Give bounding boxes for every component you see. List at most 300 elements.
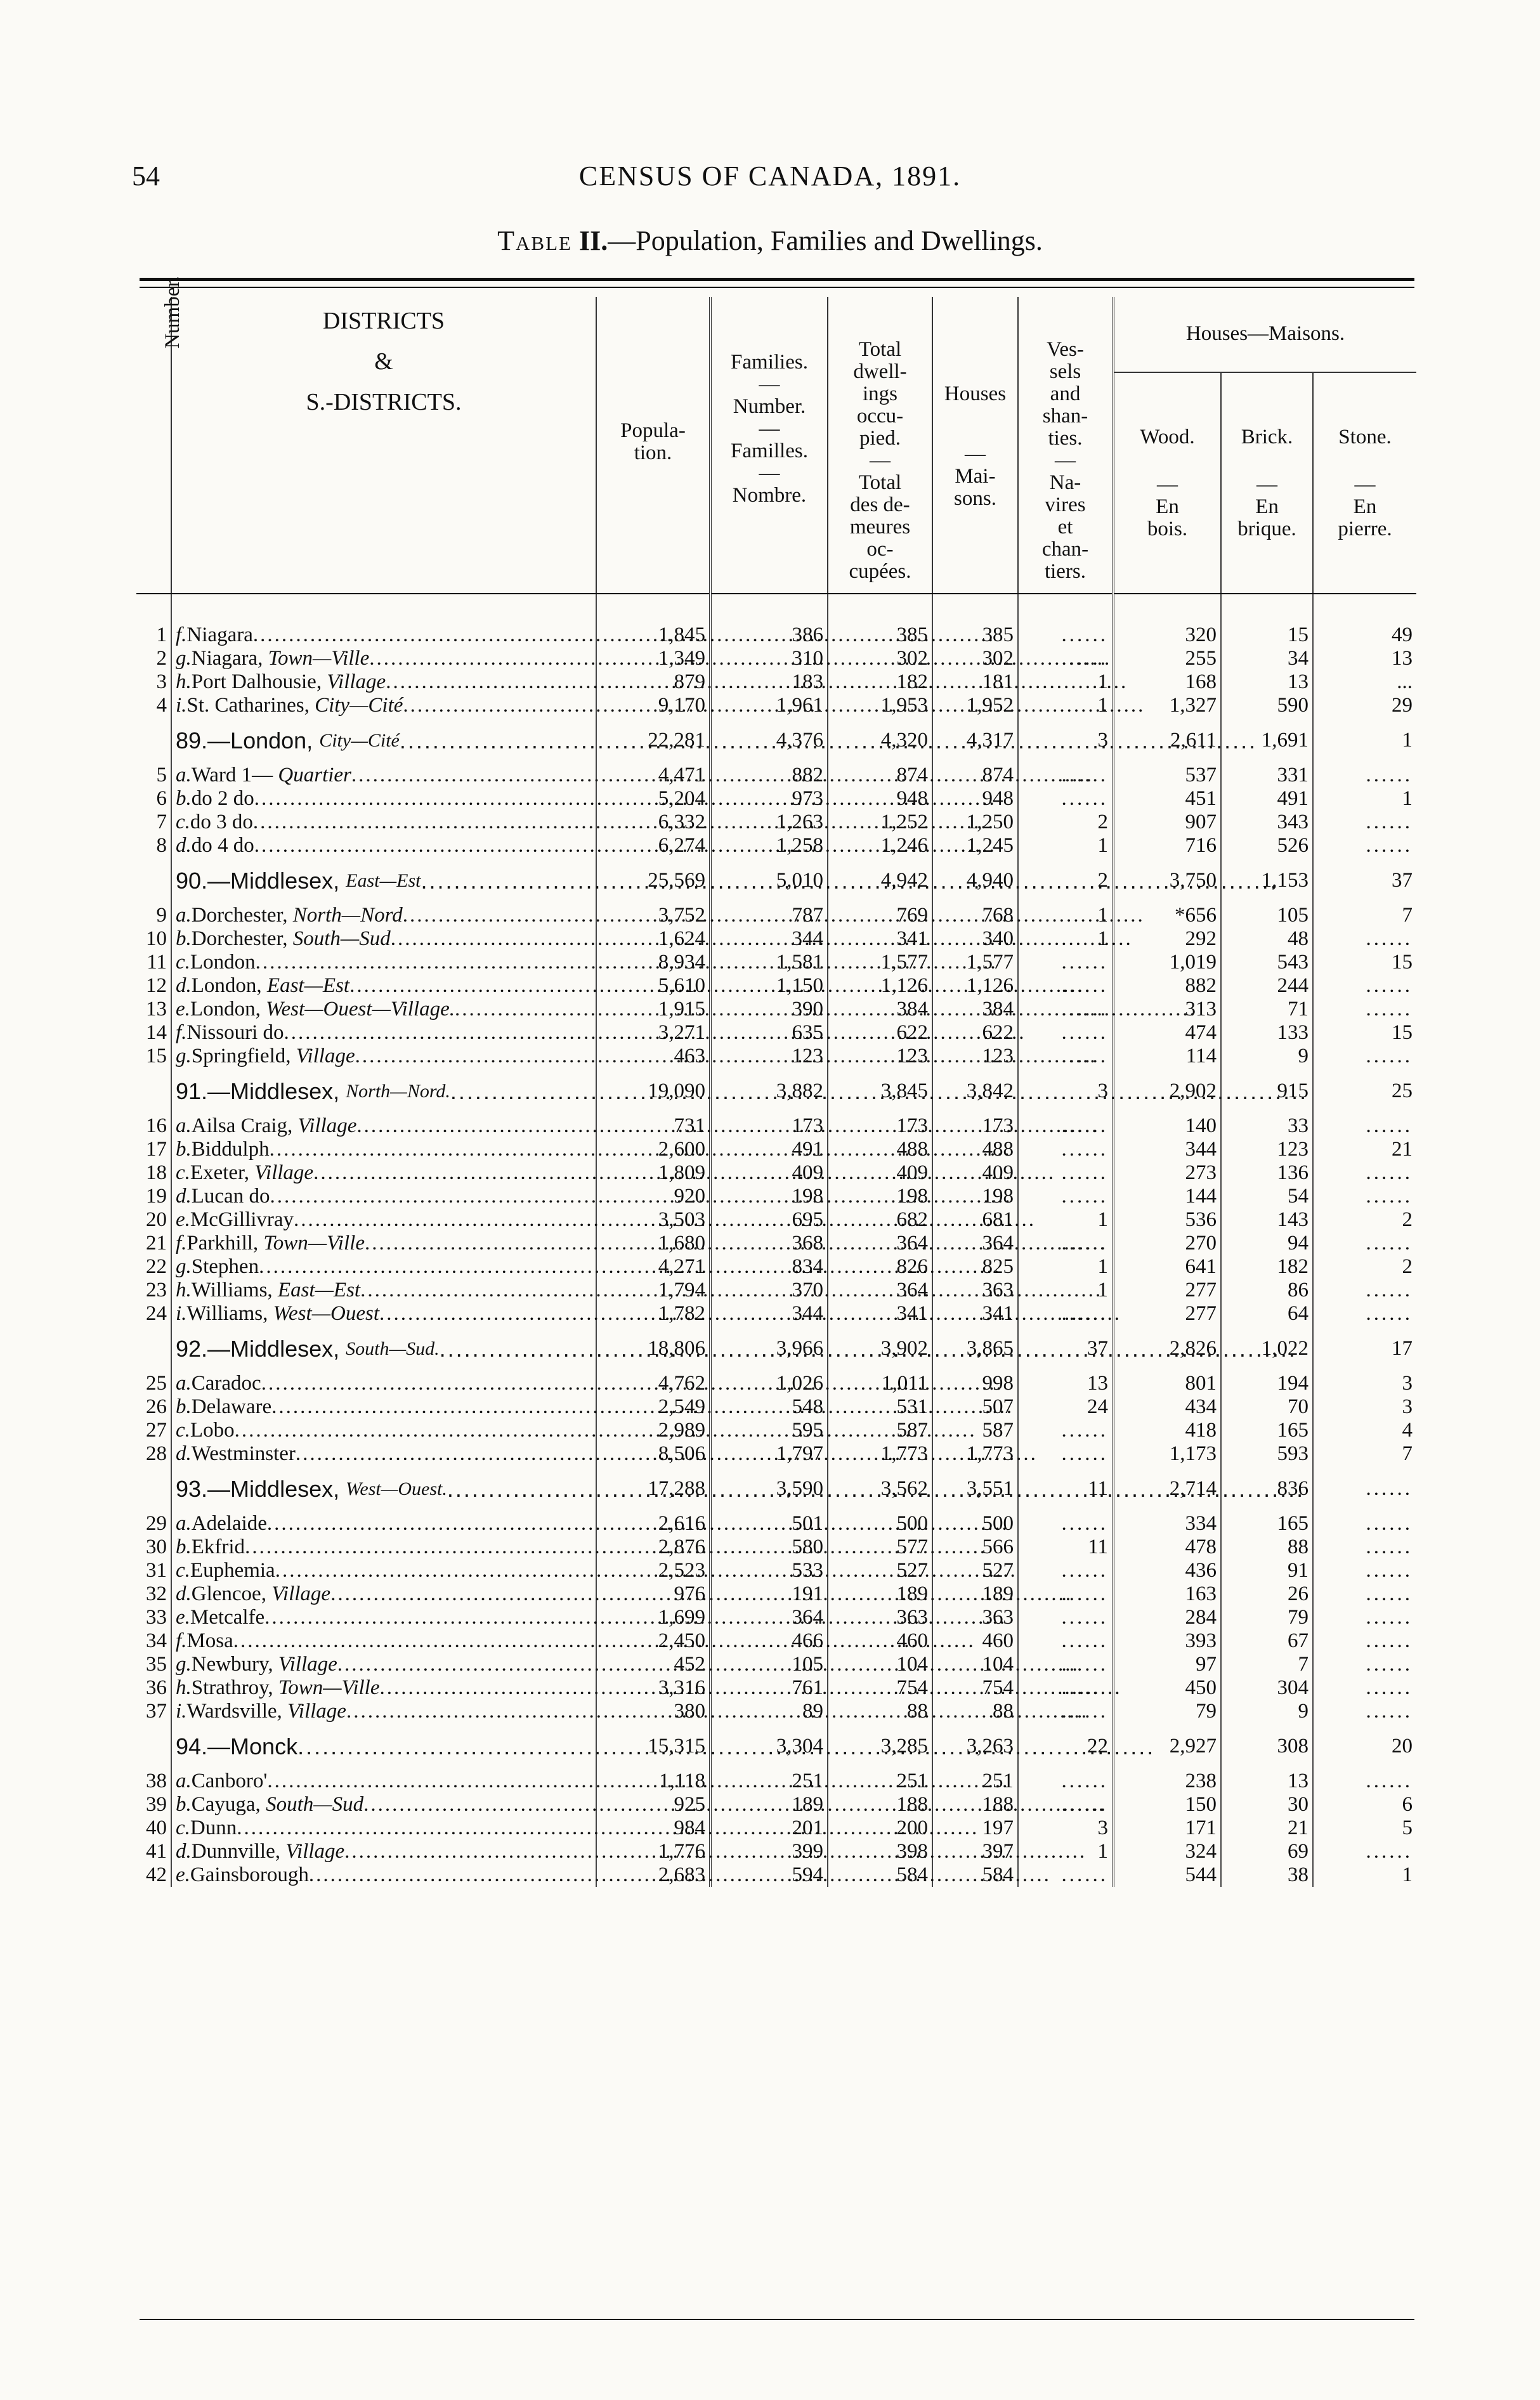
place-name: Niagara, xyxy=(191,647,263,670)
cell-hou: 3,865 xyxy=(932,1326,1018,1372)
cell-brick: 21 xyxy=(1221,1816,1313,1840)
subdistrict-letter: b. xyxy=(176,1395,192,1418)
cell-dw: 460 xyxy=(828,1629,932,1653)
cell-pop: 6,332 xyxy=(596,811,710,834)
cell-dw: 500 xyxy=(828,1512,932,1536)
place-name: do 4 do xyxy=(191,834,254,857)
cell-brick: 123 xyxy=(1221,1138,1313,1161)
cell-brick: 331 xyxy=(1221,764,1313,787)
subdistrict-name xyxy=(171,1232,596,1255)
subdistrict-name xyxy=(171,647,596,670)
cell-dw: 682 xyxy=(828,1208,932,1232)
place-name: do 3 do xyxy=(190,811,253,833)
cell-dw: 1,246 xyxy=(828,834,932,858)
cell-wood: 451 xyxy=(1113,787,1221,811)
subdistrict-row xyxy=(136,1395,1416,1419)
cell-brick: 915 xyxy=(1221,1068,1313,1114)
row-number xyxy=(136,1466,171,1512)
dwellings-header: Total dwell- ings occu- pied. — Total des de- meures oc- cupées. xyxy=(828,297,932,594)
row-number: 7 xyxy=(156,811,167,833)
cell-wood: 537 xyxy=(1113,764,1221,787)
caption-prefix: Table xyxy=(497,225,572,256)
wood-header: Wood. — En bois. xyxy=(1113,372,1221,594)
cell-hou: 384 xyxy=(932,998,1018,1021)
leader-dots xyxy=(386,670,1128,694)
row-number: 1 xyxy=(156,623,167,646)
cell-brick: 491 xyxy=(1221,787,1313,811)
cell-stone xyxy=(1313,1536,1416,1559)
subdistrict-letter: c. xyxy=(176,1419,190,1442)
place-type: North—Nord xyxy=(292,904,403,927)
district-name xyxy=(171,1466,596,1512)
cell-ves: 1 xyxy=(1018,1840,1113,1863)
subdistrict-name xyxy=(171,974,596,998)
subdistrict-row xyxy=(136,1302,1416,1326)
cell-dw: 1,953 xyxy=(828,694,932,717)
cell-hou: 566 xyxy=(932,1536,1018,1559)
row-number: 17 xyxy=(146,1138,167,1161)
subdistrict-name xyxy=(171,1114,596,1138)
subdistrict-letter: f. xyxy=(176,623,187,646)
cell-hou: 409 xyxy=(932,1161,1018,1185)
cell-wood: 79 xyxy=(1113,1700,1221,1723)
place-name: St. Catharines, xyxy=(186,694,310,717)
cell-wood: 273 xyxy=(1113,1161,1221,1185)
subdistrict-row xyxy=(136,787,1416,811)
row-number: 25 xyxy=(146,1372,167,1395)
row-number: 26 xyxy=(146,1395,167,1418)
number-header: Number. xyxy=(136,297,171,594)
leader-dots xyxy=(237,1816,979,1840)
subdistrict-row xyxy=(136,1279,1416,1302)
subdistrict-row xyxy=(136,1559,1416,1582)
cell-dw: 622 xyxy=(828,1021,932,1045)
row-number: 3 xyxy=(156,670,167,693)
cell-pop: 4,762 xyxy=(596,1372,710,1395)
place-name: Delaware xyxy=(191,1395,272,1418)
cell-wood: 393 xyxy=(1113,1629,1221,1653)
subdistrict-letter: d. xyxy=(176,1840,192,1863)
cell-pop: 4,271 xyxy=(596,1255,710,1279)
subdistrict-letter: g. xyxy=(176,1045,192,1067)
row-number: 18 xyxy=(146,1161,167,1184)
subdistrict-letter: a. xyxy=(176,1114,192,1137)
cell-stone xyxy=(1313,1629,1416,1653)
subdistrict-row xyxy=(136,1419,1416,1442)
district-name xyxy=(171,717,596,764)
cell-brick: 133 xyxy=(1221,1021,1313,1045)
subdistrict-letter: e. xyxy=(176,1606,190,1629)
cell-stone xyxy=(1313,1840,1416,1863)
subdistrict-name xyxy=(171,1442,596,1466)
cell-ves: 1 xyxy=(1018,1255,1113,1279)
cell-hou: 385 xyxy=(932,594,1018,647)
cell-hou: 500 xyxy=(932,1512,1018,1536)
cell-pop: 1,794 xyxy=(596,1279,710,1302)
cell-ves: 11 xyxy=(1018,1536,1113,1559)
place-type: Village xyxy=(296,1045,355,1067)
row-number: 9 xyxy=(156,904,167,927)
top-rule-thin xyxy=(140,287,1414,288)
cell-brick: 7 xyxy=(1221,1653,1313,1676)
cell-wood: 544 xyxy=(1113,1863,1221,1887)
cell-stone xyxy=(1313,1559,1416,1582)
cell-wood: 324 xyxy=(1113,1840,1221,1863)
cell-wood: 641 xyxy=(1113,1255,1221,1279)
cell-hou: 173 xyxy=(932,1114,1018,1138)
cell-hou: 1,126 xyxy=(932,974,1018,998)
cell-ves xyxy=(1018,1021,1113,1045)
cell-brick: 9 xyxy=(1221,1045,1313,1068)
cell-stone xyxy=(1313,1045,1416,1068)
cell-brick: 1,691 xyxy=(1221,717,1313,764)
cell-hou: 825 xyxy=(932,1255,1018,1279)
cell-dw: 123 xyxy=(828,1045,932,1068)
cell-stone: 1 xyxy=(1313,717,1416,764)
subdistrict-row xyxy=(136,764,1416,787)
place-name: —Middlesex, xyxy=(207,1476,340,1502)
subdistrict-row xyxy=(136,1840,1416,1863)
district-row xyxy=(136,1466,1416,1512)
subdistrict-row xyxy=(136,1021,1416,1045)
cell-fam: 1,026 xyxy=(710,1372,828,1395)
row-number: 5 xyxy=(156,764,167,786)
cell-hou: 181 xyxy=(932,670,1018,694)
cell-dw: 88 xyxy=(828,1700,932,1723)
cell-ves xyxy=(1018,1185,1113,1208)
cell-dw: 754 xyxy=(828,1676,932,1700)
running-title: CENSUS OF CANADA, 1891. xyxy=(578,160,962,192)
place-name: Parkhill, xyxy=(186,1232,259,1255)
cell-fam: 635 xyxy=(710,1021,828,1045)
cell-stone xyxy=(1313,1582,1416,1606)
cell-brick: 94 xyxy=(1221,1232,1313,1255)
cell-wood: 344 xyxy=(1113,1138,1221,1161)
cell-fam: 973 xyxy=(710,787,828,811)
cell-stone: 29 xyxy=(1313,694,1416,717)
district-row xyxy=(136,717,1416,764)
place-name: Adelaide xyxy=(191,1512,267,1535)
cell-hou: 1,577 xyxy=(932,951,1018,974)
subdistrict-letter: e. xyxy=(176,1863,190,1886)
cell-pop: 4,471 xyxy=(596,764,710,787)
cell-wood: 284 xyxy=(1113,1606,1221,1629)
subdistrict-letter: c. xyxy=(176,811,190,833)
cell-brick: 48 xyxy=(1221,927,1313,951)
subdistrict-row xyxy=(136,1606,1416,1629)
cell-hou: 1,245 xyxy=(932,834,1018,858)
cell-hou: 584 xyxy=(932,1863,1018,1887)
cell-fam: 466 xyxy=(710,1629,828,1653)
place-name: Metcalfe xyxy=(190,1606,265,1629)
cell-fam: 364 xyxy=(710,1606,828,1629)
cell-pop: 2,549 xyxy=(596,1395,710,1419)
place-name: McGillivray xyxy=(190,1208,294,1231)
cell-wood: 907 xyxy=(1113,811,1221,834)
subdistrict-letter: b. xyxy=(176,1793,192,1816)
cell-ves xyxy=(1018,1559,1113,1582)
place-name: Biddulph xyxy=(191,1138,270,1161)
row-number: 6 xyxy=(156,787,167,810)
subdistrict-row xyxy=(136,647,1416,670)
cell-hou: 363 xyxy=(932,1279,1018,1302)
bottom-rule xyxy=(140,2319,1414,2320)
cell-wood: 2,826 xyxy=(1113,1326,1221,1372)
cell-stone xyxy=(1313,1114,1416,1138)
subdistrict-name xyxy=(171,1419,596,1442)
cell-wood: 334 xyxy=(1113,1512,1221,1536)
cell-fam: 191 xyxy=(710,1582,828,1606)
cell-ves: 11 xyxy=(1018,1466,1113,1512)
cell-dw: 385 xyxy=(828,594,932,647)
subdistrict-row xyxy=(136,927,1416,951)
cell-ves xyxy=(1018,1629,1113,1653)
row-number xyxy=(136,1723,171,1770)
place-type: Town—Ville xyxy=(268,647,370,670)
subdistrict-row xyxy=(136,694,1416,717)
leader-dots xyxy=(297,1735,1155,1758)
cell-pop: 925 xyxy=(596,1793,710,1816)
row-number xyxy=(136,717,171,764)
place-name: Williams, xyxy=(191,1279,273,1301)
cell-dw: 364 xyxy=(828,1279,932,1302)
subdistrict-letter: a. xyxy=(176,904,192,927)
cell-ves: 1 xyxy=(1018,694,1113,717)
subdistrict-letter: g. xyxy=(176,647,192,670)
place-name: do 2 do xyxy=(191,787,254,810)
subdistrict-row xyxy=(136,1676,1416,1700)
place-type: City—Cité xyxy=(319,730,400,751)
subdistrict-name xyxy=(171,1512,596,1536)
cell-stone: 6 xyxy=(1313,1793,1416,1816)
cell-fam: 89 xyxy=(710,1700,828,1723)
cell-brick: 30 xyxy=(1221,1793,1313,1816)
subdistrict-name xyxy=(171,1302,596,1326)
cell-hou: 527 xyxy=(932,1559,1018,1582)
cell-wood: 474 xyxy=(1113,1021,1221,1045)
cell-pop: 8,506 xyxy=(596,1442,710,1466)
cell-stone: 17 xyxy=(1313,1326,1416,1372)
cell-stone xyxy=(1313,811,1416,834)
cell-wood: 1,327 xyxy=(1113,694,1221,717)
subdistrict-letter: a. xyxy=(176,764,192,786)
cell-wood: 97 xyxy=(1113,1653,1221,1676)
cell-pop: 1,699 xyxy=(596,1606,710,1629)
subdistrict-name xyxy=(171,998,596,1021)
cell-wood: 1,019 xyxy=(1113,951,1221,974)
subdistrict-name xyxy=(171,1770,596,1793)
place-name: Cayuga, xyxy=(191,1793,261,1816)
leader-dots xyxy=(344,1840,1086,1863)
cell-hou: 3,263 xyxy=(932,1723,1018,1770)
cell-hou: 1,250 xyxy=(932,811,1018,834)
place-name: —Middlesex, xyxy=(207,1336,340,1362)
subdistrict-letter: f. xyxy=(176,1232,187,1255)
row-number: 28 xyxy=(146,1442,167,1465)
subdistrict-row xyxy=(136,1629,1416,1653)
subdistrict-row xyxy=(136,1512,1416,1536)
subdistrict-name xyxy=(171,1279,596,1302)
cell-hou: 948 xyxy=(932,787,1018,811)
leader-dots xyxy=(440,1337,1297,1360)
cell-dw: 200 xyxy=(828,1816,932,1840)
cell-fam: 173 xyxy=(710,1114,828,1138)
cell-stone: 1 xyxy=(1313,787,1416,811)
cell-wood: 3,750 xyxy=(1113,858,1221,904)
census-table xyxy=(136,276,1416,1887)
place-type: South—Sud. xyxy=(346,1338,440,1359)
place-name: Dunn xyxy=(190,1816,237,1839)
cell-wood: 536 xyxy=(1113,1208,1221,1232)
cell-brick: 88 xyxy=(1221,1536,1313,1559)
table-caption xyxy=(0,225,1540,257)
row-number: 12 xyxy=(146,974,167,997)
subdistrict-name xyxy=(171,1255,596,1279)
place-type: Village xyxy=(254,1161,314,1184)
place-name: Euphemia xyxy=(190,1559,275,1582)
district-row xyxy=(136,858,1416,904)
cell-ves: 1 xyxy=(1018,1208,1113,1232)
row-number xyxy=(136,1326,171,1372)
cell-stone xyxy=(1313,1279,1416,1302)
row-number: 24 xyxy=(146,1302,167,1325)
subdistrict-letter: a. xyxy=(176,1512,192,1535)
subdistrict-name xyxy=(171,764,596,787)
subdistrict-name xyxy=(171,670,596,694)
cell-pop: 1,915 xyxy=(596,998,710,1021)
subdistrict-name xyxy=(171,904,596,927)
subdistrict-name xyxy=(171,1138,596,1161)
cell-fam: 695 xyxy=(710,1208,828,1232)
cell-brick: 71 xyxy=(1221,998,1313,1021)
row-number: 39 xyxy=(146,1793,167,1816)
cell-wood: 238 xyxy=(1113,1770,1221,1793)
cell-pop: 2,600 xyxy=(596,1138,710,1161)
cell-brick: 33 xyxy=(1221,1114,1313,1138)
cell-hou: 507 xyxy=(932,1395,1018,1419)
place-name: London xyxy=(190,951,256,974)
cell-fam: 1,258 xyxy=(710,834,828,858)
cell-pop: 19,090 xyxy=(596,1068,710,1114)
cell-ves: 1 xyxy=(1018,904,1113,927)
cell-wood: 716 xyxy=(1113,834,1221,858)
district-row xyxy=(136,1326,1416,1372)
cell-fam: 344 xyxy=(710,927,828,951)
cell-fam: 409 xyxy=(710,1161,828,1185)
district-code: 90. xyxy=(176,868,208,894)
cell-ves xyxy=(1018,787,1113,811)
cell-brick: 13 xyxy=(1221,670,1313,694)
brick-header: Brick. — En brique. xyxy=(1221,372,1313,594)
cell-fam: 491 xyxy=(710,1138,828,1161)
cell-hou: 302 xyxy=(932,647,1018,670)
place-type: Village xyxy=(271,1582,331,1605)
subdistrict-name xyxy=(171,1653,596,1676)
cell-stone: 7 xyxy=(1313,904,1416,927)
cell-brick: 1,022 xyxy=(1221,1326,1313,1372)
cell-wood: 292 xyxy=(1113,927,1221,951)
cell-ves: 3 xyxy=(1018,717,1113,764)
subdistrict-name xyxy=(171,1863,596,1887)
cell-dw: 527 xyxy=(828,1559,932,1582)
cell-brick: 26 xyxy=(1221,1582,1313,1606)
cell-brick: 91 xyxy=(1221,1559,1313,1582)
cell-ves xyxy=(1018,594,1113,647)
cell-pop: 8,934 xyxy=(596,951,710,974)
caption-number: II. xyxy=(578,225,608,256)
subdistrict-row xyxy=(136,1255,1416,1279)
cell-stone xyxy=(1313,1676,1416,1700)
row-number: 31 xyxy=(146,1559,167,1582)
place-name: Nissouri do xyxy=(186,1021,284,1044)
cell-fam: 123 xyxy=(710,1045,828,1068)
table-header xyxy=(136,276,1416,594)
cell-brick: 593 xyxy=(1221,1442,1313,1466)
cell-stone: ... xyxy=(1313,670,1416,694)
cell-ves: 3 xyxy=(1018,1816,1113,1840)
caption-title: —Population, Families and Dwellings. xyxy=(608,225,1043,256)
cell-stone xyxy=(1313,1700,1416,1723)
cell-dw: 4,320 xyxy=(828,717,932,764)
subdistrict-row xyxy=(136,1700,1416,1723)
place-name: Williams, xyxy=(186,1302,268,1325)
place-name: Canboro' xyxy=(191,1770,268,1792)
cell-dw: 189 xyxy=(828,1582,932,1606)
row-number xyxy=(136,858,171,904)
cell-pop: 9,170 xyxy=(596,694,710,717)
cell-dw: 1,011 xyxy=(828,1372,932,1395)
row-number: 19 xyxy=(146,1185,167,1208)
subdistrict-letter: b. xyxy=(176,787,192,810)
subdistrict-letter: d. xyxy=(176,1582,192,1605)
cell-fam: 386 xyxy=(710,594,828,647)
cell-brick: 54 xyxy=(1221,1185,1313,1208)
subdistrict-name xyxy=(171,1700,596,1723)
cell-stone xyxy=(1313,1185,1416,1208)
cell-pop: 1,845 xyxy=(596,594,710,647)
subdistrict-letter: c. xyxy=(176,1559,190,1582)
cell-hou: 1,773 xyxy=(932,1442,1018,1466)
cell-ves: 1 xyxy=(1018,670,1113,694)
place-name: Lucan do xyxy=(191,1185,270,1208)
subdistrict-row xyxy=(136,974,1416,998)
district-name xyxy=(171,1068,596,1114)
subdistrict-name xyxy=(171,1045,596,1068)
place-name: Niagara xyxy=(186,623,253,646)
cell-stone xyxy=(1313,1512,1416,1536)
cell-fam: 595 xyxy=(710,1419,828,1442)
subdistrict-name xyxy=(171,1582,596,1606)
cell-stone: 37 xyxy=(1313,858,1416,904)
subdistrict-letter: d. xyxy=(176,1185,192,1208)
subdistrict-row xyxy=(136,1232,1416,1255)
cell-ves: 13 xyxy=(1018,1372,1113,1395)
cell-pop: 2,616 xyxy=(596,1512,710,1536)
leader-dots xyxy=(403,904,1145,927)
cell-fam: 580 xyxy=(710,1536,828,1559)
cell-fam: 390 xyxy=(710,998,828,1021)
cell-wood: 882 xyxy=(1113,974,1221,998)
cell-pop: 879 xyxy=(596,670,710,694)
cell-brick: 9 xyxy=(1221,1700,1313,1723)
cell-dw: 4,942 xyxy=(828,858,932,904)
district-name xyxy=(171,858,596,904)
leader-dots xyxy=(259,1255,1001,1279)
subdistrict-name xyxy=(171,594,596,647)
subdistrict-row xyxy=(136,670,1416,694)
subdistrict-letter: h. xyxy=(176,670,192,693)
cell-fam: 251 xyxy=(710,1770,828,1793)
